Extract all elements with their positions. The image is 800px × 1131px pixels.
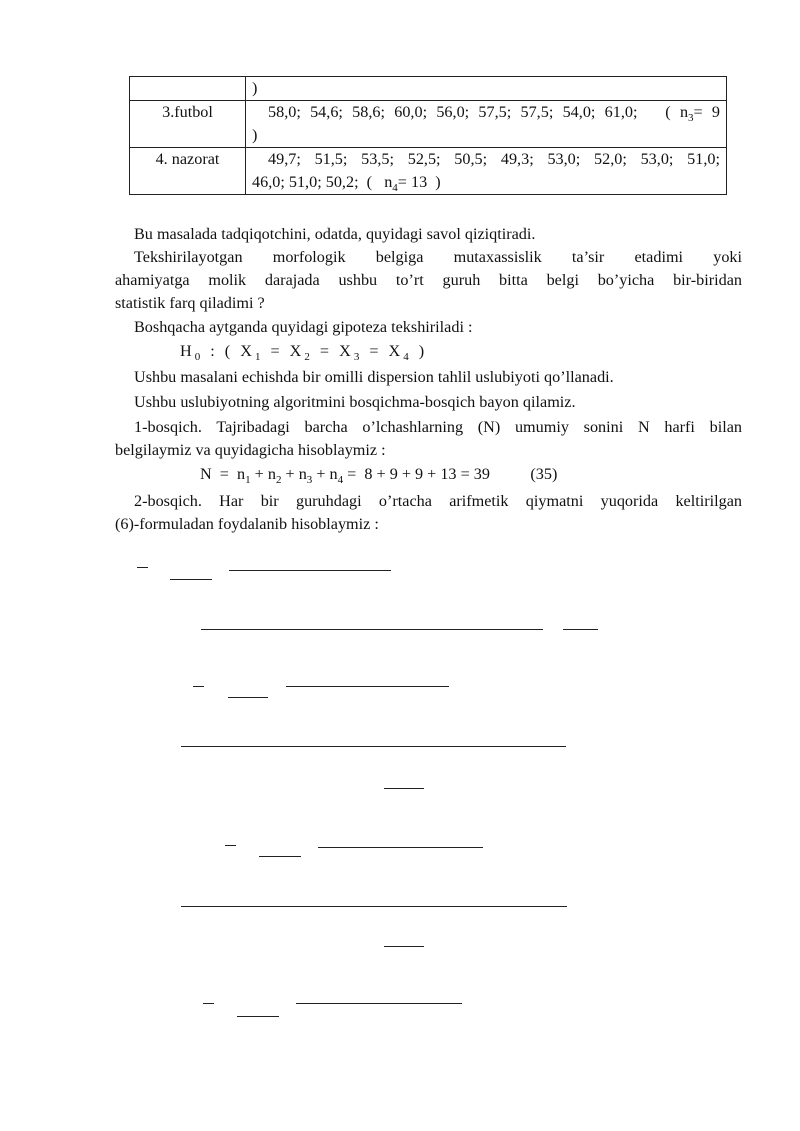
fraction-bar (228, 697, 268, 698)
fraction-bar (296, 1003, 462, 1004)
table-cell-group (130, 77, 246, 101)
mean-bar (193, 686, 204, 687)
closing-paren: ) (252, 126, 258, 144)
mean-bar (137, 567, 148, 568)
fraction-bar (563, 629, 598, 630)
total-count-formula: $N = n_1 + n_2 + n_3 + n_4 = 8 + 9 + 9 + 13 = 39$ (35) (200, 465, 558, 487)
table-row (130, 77, 727, 101)
table-cell-group: 4. nazorat (130, 148, 246, 195)
nazorat-values-line2: 46,0; 51,0; 50,2; ( $n_4= 13$ ) (252, 173, 441, 195)
equation-number: (35) (530, 465, 558, 483)
table-row (130, 101, 727, 148)
hypothesis-formula: $H_0$ : ( $X_1 = X_2 = X_3 = X_4$ ) (180, 342, 428, 364)
fraction-bar (384, 788, 424, 789)
fraction-bar (318, 847, 483, 848)
paragraph: Bu masalada tadqiqotchini, odatda, quyidagi savol qiziqtiradi. (134, 225, 536, 243)
paragraph: Ushbu masalani echishda bir omilli dispersion tahlil uslubiyoti qo’llanadi. (134, 368, 614, 386)
fraction-bar (229, 570, 391, 571)
fraction-bar (181, 906, 567, 907)
table-cell-values (246, 77, 727, 101)
measurements-table (129, 76, 727, 195)
table-cell-values (246, 101, 727, 148)
fraction-bar (181, 746, 566, 747)
table-cell-values (246, 148, 727, 195)
paragraph: Tekshirilayotgan morfologik belgiga mutaxassislik ta’sir etadimi yoki ahamiyatga molik darajada ushbu to’rt guruh bitta belgi bo’yicha bir-biridan statistik farq qiladimi ? (115, 248, 742, 312)
fraction-bar (259, 856, 301, 857)
table-cell-group: 3.futbol (130, 101, 246, 148)
paragraph: Ushbu uslubiyotning algoritmini bosqichma-bosqich bayon qilamiz. (134, 393, 576, 411)
paragraph: 2-bosqich. Har bir guruhdagi o’rtacha arifmetik qiymatni yuqorida keltirilgan (6)-formuladan foydalanib hisoblaymiz : (115, 492, 742, 533)
fraction-bar (201, 629, 543, 630)
paragraph: Boshqacha aytganda quyidagi gipoteza tekshiriladi : (134, 318, 473, 336)
mean-bar (203, 1003, 214, 1004)
paragraph: 1-bosqich. Tajribadagi barcha o’lchashlarning (N) umumiy sonini N harfi bilan belgilaymiz va quyidagicha hisoblaymiz : (115, 418, 742, 459)
fraction-bar (170, 579, 212, 580)
closing-paren: ) (252, 79, 258, 97)
fraction-bar (286, 686, 449, 687)
mean-bar (225, 845, 236, 846)
table-row (130, 148, 727, 195)
fraction-bar (384, 946, 424, 947)
nazorat-values-line1: 49,7; 51,5; 53,5; 52,5; 50,5; 49,3; 53,0; 52,0; 53,0; 51,0; (268, 150, 720, 168)
futbol-values: 58,0; 54,6; 58,6; 60,0; 56,0; 57,5; 57,5; 54,0; 61,0; ( $n_3= 9$ (268, 103, 721, 125)
fraction-bar (237, 1016, 279, 1017)
